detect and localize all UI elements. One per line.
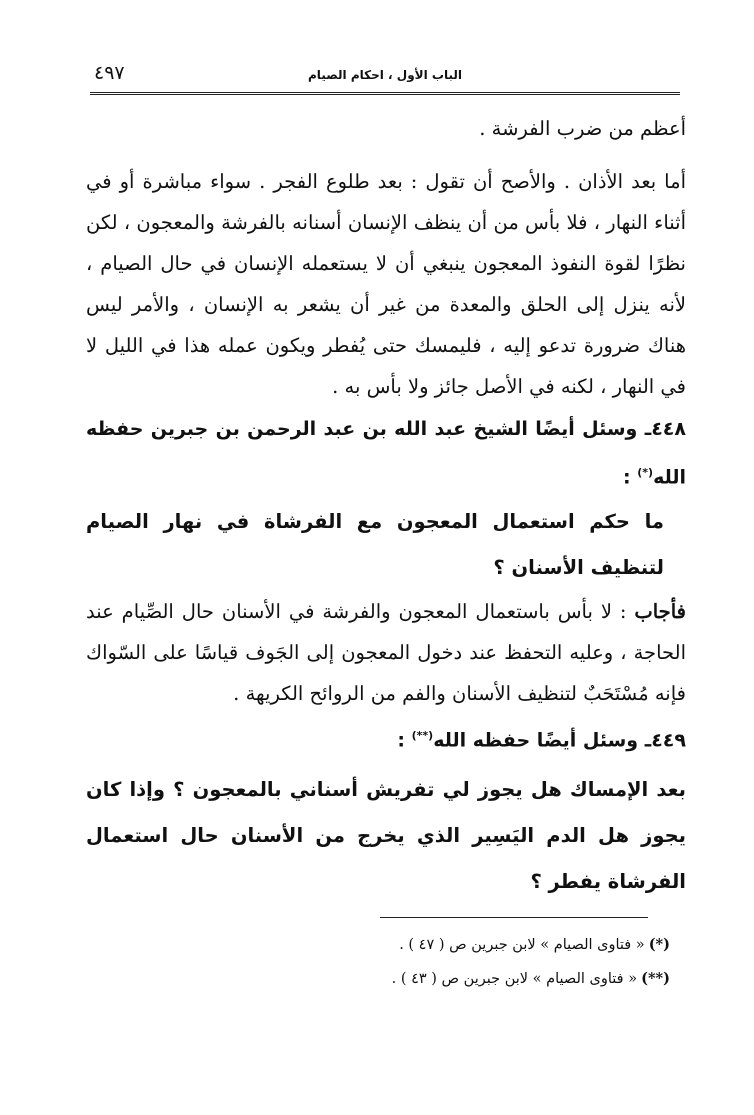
fatwa-448-question: ما حكم استعمال المعجون مع الفرشاة في نهار الصيام لتنظيف الأسنان ؟	[86, 510, 664, 580]
fatwa-449-heading	[86, 714, 686, 762]
footnote-text: « فتاوى الصيام » لابن جبرين ص ( ٤٣ ) .	[391, 971, 638, 987]
footnote-ref-2: (**)	[411, 729, 434, 743]
paragraph-continuation: أعظم من ضرب الفرشة .	[479, 117, 686, 140]
footnote-divider	[380, 917, 648, 918]
chapter-title: الباب الأول ، احكام الصيام	[308, 68, 462, 82]
footnotes	[300, 928, 670, 996]
header-divider	[90, 92, 680, 95]
running-header	[90, 58, 680, 92]
footnote-ref-1: (*)	[637, 466, 654, 479]
heading-colon: :	[623, 466, 638, 489]
answer-lead: فأجاب	[634, 600, 686, 624]
footnote-text: « فتاوى الصيام » لابن جبرين ص ( ٤٧ ) .	[399, 937, 645, 953]
fatwa-449-heading-text: ٤٤٩ـ وسئل أيضًا حفظه الله	[433, 729, 686, 752]
footnote-2	[300, 962, 670, 996]
fatwa-449-question: بعد الإمساك هل يجوز لي تفريش أسناني بالمعجون ؟ وإذا كان يجوز هل الدم اليَسِير الذي يخرج من الأسنان حال استعمال الفرشاة يفطر ؟	[86, 777, 686, 893]
fatwa-448-answer	[86, 591, 686, 714]
paragraph-answer-text: أما بعد الأذان . والأصح أن تقول : بعد طلوع الفجر . سواء مباشرة أو في أثناء النهار ، فلا بأس من أن ينظف الإنسان أسنانه بالفرشة والمعجون ، لكن نظرًا لقوة النفوذ المعجون ينبغي أن لا يستعمله الإنسان في حال الصيام ، لأنه ينزل إلى الحلق والمعدة من غير أن يشعر به الإنسان ، والأمر ليس هناك ضرورة تدعو إليه ، فليمسك حتى يُفطر ويكون عمله هذا في الليل لا في النهار ، لكنه في الأصل جائز ولا بأس به .	[86, 170, 686, 398]
footnote-1	[300, 928, 670, 962]
fatwa-448-heading	[86, 407, 686, 499]
fatwa-448-heading-text: ٤٤٨ـ وسئل أيضًا الشيخ عبد الله بن عبد الرحمن بن جبرين حفظه الله	[86, 418, 686, 489]
footnote-mark: (*)	[648, 936, 670, 953]
answer-text: : لا بأس باستعمال المعجون والفرشة في الأسنان حال الصِّيام عند الحاجة ، وعليه التحفظ عند دخول المعجون إلى الجَوف قياسًا على السّواك فإنه مُسْتَحَبٌ لتنظيف الأسنان والفم من الروائح الكريهة .	[86, 600, 686, 706]
main-text	[86, 108, 686, 905]
footnote-mark: (**)	[641, 970, 670, 987]
heading-colon: :	[397, 729, 412, 752]
page-number: ٤٩٧	[94, 62, 125, 84]
